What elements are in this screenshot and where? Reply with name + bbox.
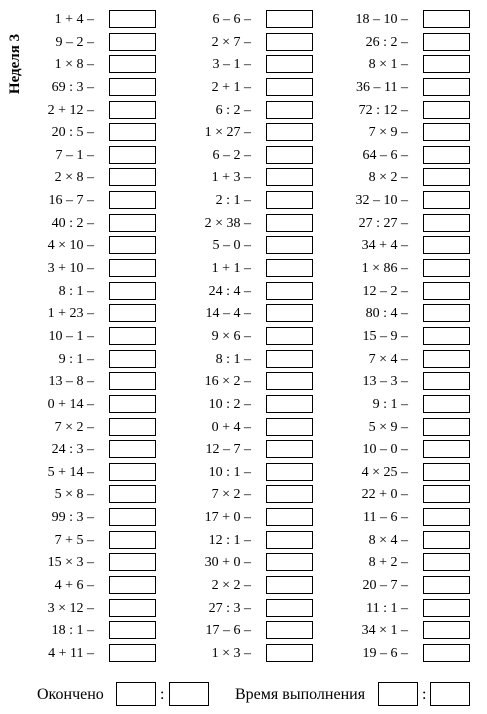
problem-row xyxy=(6,372,156,395)
finished-separator: : xyxy=(160,686,165,703)
answer-box[interactable] xyxy=(423,146,470,164)
problem-row xyxy=(163,485,313,508)
problem-row xyxy=(320,327,470,350)
answer-box[interactable] xyxy=(266,372,313,390)
answer-box[interactable] xyxy=(266,644,313,662)
answer-box[interactable] xyxy=(423,101,470,119)
answer-box[interactable] xyxy=(266,395,313,413)
problem-expression: 4 × 10 – xyxy=(47,238,94,254)
answer-box[interactable] xyxy=(266,55,313,73)
answer-box[interactable] xyxy=(423,418,470,436)
answer-box[interactable] xyxy=(423,372,470,390)
problem-row xyxy=(320,440,470,463)
answer-box[interactable] xyxy=(266,463,313,481)
problem-row xyxy=(163,576,313,599)
answer-box[interactable] xyxy=(423,599,470,617)
problem-expression: 64 – 6 – xyxy=(362,147,408,163)
problem-row xyxy=(6,168,156,191)
problem-expression: 0 + 14 – xyxy=(47,396,94,412)
problem-expression: 1 + 4 – xyxy=(54,12,94,27)
problem-expression: 2 × 7 – xyxy=(211,34,251,50)
answer-box[interactable] xyxy=(109,508,156,526)
problem-expression: 6 – 2 – xyxy=(212,147,251,163)
problem-row xyxy=(6,123,156,146)
problem-row xyxy=(6,101,156,124)
problem-row xyxy=(320,621,470,644)
problem-expression: 6 – 6 – xyxy=(212,12,251,27)
problem-row xyxy=(6,282,156,305)
problem-expression: 27 : 27 – xyxy=(358,215,408,231)
answer-box[interactable] xyxy=(423,78,470,96)
problem-expression: 69 : 3 – xyxy=(51,79,94,95)
answer-box[interactable] xyxy=(109,146,156,164)
answer-box[interactable] xyxy=(266,576,313,594)
answer-box[interactable] xyxy=(423,55,470,73)
answer-box[interactable] xyxy=(109,33,156,51)
problem-row xyxy=(163,327,313,350)
problem-expression: 3 + 10 – xyxy=(47,261,94,277)
answer-box[interactable] xyxy=(266,440,313,458)
problem-row xyxy=(163,33,313,56)
answer-box[interactable] xyxy=(266,327,313,345)
problem-row xyxy=(6,146,156,169)
problem-row xyxy=(163,395,313,418)
answer-box[interactable] xyxy=(423,644,470,662)
finished-hours-box[interactable] xyxy=(116,682,156,706)
problem-row xyxy=(320,191,470,214)
problem-row xyxy=(163,123,313,146)
problem-row xyxy=(6,599,156,622)
problem-expression: 72 : 12 – xyxy=(358,102,408,118)
problem-expression: 17 – 6 – xyxy=(205,623,251,639)
problem-expression: 0 + 4 – xyxy=(211,419,251,435)
problem-row xyxy=(163,214,313,237)
problem-expression: 2 + 12 – xyxy=(47,102,94,118)
problem-expression: 9 – 2 – xyxy=(55,34,94,50)
time-minutes-box[interactable] xyxy=(430,682,470,706)
problem-expression: 36 – 11 – xyxy=(356,79,408,95)
problem-expression: 2 × 2 – xyxy=(211,578,251,594)
problem-row xyxy=(163,259,313,282)
problem-row xyxy=(163,304,313,327)
problem-row xyxy=(163,508,313,531)
problem-expression: 34 + 4 – xyxy=(361,238,408,254)
answer-box[interactable] xyxy=(423,553,470,571)
problem-expression: 7 × 2 – xyxy=(54,419,94,435)
problem-expression: 8 : 1 – xyxy=(215,351,251,367)
problem-expression: 8 × 1 – xyxy=(368,57,408,73)
answer-box[interactable] xyxy=(423,531,470,549)
problem-expression: 1 + 1 – xyxy=(211,261,251,277)
answer-box[interactable] xyxy=(423,304,470,322)
problem-expression: 4 + 11 – xyxy=(48,645,94,661)
problem-expression: 8 × 4 – xyxy=(368,532,408,548)
problem-row xyxy=(6,418,156,441)
problem-row xyxy=(6,10,156,33)
problem-row xyxy=(320,168,470,191)
problem-expression: 13 – 3 – xyxy=(362,374,408,390)
answer-box[interactable] xyxy=(266,214,313,232)
problem-expression: 40 : 2 – xyxy=(51,215,94,231)
problem-row xyxy=(320,33,470,56)
problem-expression: 1 + 23 – xyxy=(47,306,94,322)
problem-expression: 2 × 38 – xyxy=(204,215,251,231)
problem-row xyxy=(6,576,156,599)
problem-expression: 13 – 8 – xyxy=(48,374,94,390)
answer-box[interactable] xyxy=(423,123,470,141)
problem-row xyxy=(320,350,470,373)
problem-expression: 8 × 2 – xyxy=(368,170,408,186)
answer-box[interactable] xyxy=(109,304,156,322)
answer-box[interactable] xyxy=(423,236,470,254)
answer-box[interactable] xyxy=(109,191,156,209)
problem-column-3 xyxy=(320,10,470,667)
answer-box[interactable] xyxy=(266,531,313,549)
problem-expression: 1 × 3 – xyxy=(211,645,251,661)
answer-box[interactable] xyxy=(109,418,156,436)
problem-expression: 4 × 25 – xyxy=(361,464,408,480)
problem-expression: 30 + 0 – xyxy=(204,555,251,571)
problem-row xyxy=(163,236,313,259)
problem-row xyxy=(320,553,470,576)
problem-row xyxy=(320,418,470,441)
problem-expression: 24 : 4 – xyxy=(208,283,251,299)
problem-expression: 5 × 9 – xyxy=(368,419,408,435)
problem-row xyxy=(6,33,156,56)
problem-expression: 18 – 10 – xyxy=(355,12,408,27)
problem-row xyxy=(6,350,156,373)
problem-row xyxy=(6,236,156,259)
answer-box[interactable] xyxy=(109,531,156,549)
problem-expression: 10 : 2 – xyxy=(208,396,251,412)
answer-box[interactable] xyxy=(109,327,156,345)
problem-row xyxy=(320,214,470,237)
answer-box[interactable] xyxy=(109,644,156,662)
problem-expression: 24 : 3 – xyxy=(51,442,94,458)
answer-box[interactable] xyxy=(423,327,470,345)
answer-box[interactable] xyxy=(423,395,470,413)
problem-expression: 8 + 2 – xyxy=(368,555,408,571)
answer-box[interactable] xyxy=(423,508,470,526)
problem-expression: 20 : 5 – xyxy=(51,125,94,141)
answer-box[interactable] xyxy=(266,418,313,436)
problem-expression: 7 – 1 – xyxy=(55,147,94,163)
answer-box[interactable] xyxy=(266,621,313,639)
problem-expression: 20 – 7 – xyxy=(362,578,408,594)
problem-expression: 3 – 1 – xyxy=(212,57,251,73)
problem-row xyxy=(163,78,313,101)
answer-box[interactable] xyxy=(423,350,470,368)
problem-row xyxy=(6,395,156,418)
problem-expression: 1 + 3 – xyxy=(211,170,251,186)
problem-row xyxy=(6,259,156,282)
problem-expression: 99 : 3 – xyxy=(51,510,94,526)
answer-box[interactable] xyxy=(266,10,313,28)
problem-expression: 12 – 2 – xyxy=(362,283,408,299)
problem-expression: 9 : 1 – xyxy=(58,351,94,367)
problem-row xyxy=(163,599,313,622)
problem-row xyxy=(320,463,470,486)
problem-row xyxy=(163,101,313,124)
problem-row xyxy=(320,10,470,33)
answer-box[interactable] xyxy=(266,553,313,571)
problem-expression: 1 × 27 – xyxy=(204,125,251,141)
problem-row xyxy=(163,191,313,214)
problem-row xyxy=(163,10,313,33)
problem-row xyxy=(320,123,470,146)
problem-row xyxy=(6,553,156,576)
problem-expression: 22 + 0 – xyxy=(361,487,408,503)
problem-expression: 34 × 1 – xyxy=(361,623,408,639)
problem-expression: 80 : 4 – xyxy=(365,306,408,322)
problem-expression: 15 × 3 – xyxy=(47,555,94,571)
answer-box[interactable] xyxy=(266,236,313,254)
problem-expression: 15 – 9 – xyxy=(362,328,408,344)
problem-row xyxy=(320,146,470,169)
problem-expression: 11 – 6 – xyxy=(363,510,408,526)
problem-expression: 7 × 9 – xyxy=(368,125,408,141)
problem-row xyxy=(6,327,156,350)
problem-row xyxy=(320,259,470,282)
answer-box[interactable] xyxy=(109,350,156,368)
problem-row xyxy=(163,55,313,78)
problem-row xyxy=(320,282,470,305)
problem-expression: 10 – 0 – xyxy=(362,442,408,458)
problem-expression: 27 : 3 – xyxy=(208,600,251,616)
answer-box[interactable] xyxy=(266,485,313,503)
problem-expression: 10 – 1 – xyxy=(48,328,94,344)
problem-expression: 7 + 5 – xyxy=(54,532,94,548)
problem-row xyxy=(320,55,470,78)
answer-box[interactable] xyxy=(423,259,470,277)
answer-box[interactable] xyxy=(109,236,156,254)
answer-box[interactable] xyxy=(109,485,156,503)
problem-expression: 7 × 4 – xyxy=(368,351,408,367)
problem-row xyxy=(163,146,313,169)
problem-row xyxy=(6,214,156,237)
answer-box[interactable] xyxy=(109,259,156,277)
answer-box[interactable] xyxy=(109,621,156,639)
problem-expression: 9 : 1 – xyxy=(372,396,408,412)
problem-row xyxy=(6,440,156,463)
problem-expression: 32 – 10 – xyxy=(355,193,408,209)
problem-row xyxy=(320,531,470,554)
problem-row xyxy=(6,531,156,554)
problem-row xyxy=(163,644,313,667)
problem-row xyxy=(6,508,156,531)
problem-row xyxy=(320,508,470,531)
answer-box[interactable] xyxy=(423,485,470,503)
problem-row xyxy=(320,395,470,418)
problem-row xyxy=(6,485,156,508)
answer-box[interactable] xyxy=(423,33,470,51)
problem-expression: 6 : 2 – xyxy=(215,102,251,118)
problem-expression: 1 × 8 – xyxy=(54,57,94,73)
problem-expression: 7 × 2 – xyxy=(211,487,251,503)
problem-row xyxy=(6,55,156,78)
problem-expression: 16 × 2 – xyxy=(204,374,251,390)
problem-row xyxy=(320,236,470,259)
answer-box[interactable] xyxy=(266,101,313,119)
problem-expression: 5 + 14 – xyxy=(47,464,94,480)
problem-row xyxy=(163,168,313,191)
problem-row xyxy=(163,372,313,395)
answer-box[interactable] xyxy=(266,33,313,51)
answer-box[interactable] xyxy=(109,372,156,390)
answer-box[interactable] xyxy=(109,440,156,458)
footer xyxy=(0,682,487,708)
problem-row xyxy=(6,644,156,667)
problem-row xyxy=(320,304,470,327)
problem-expression: 8 : 1 – xyxy=(58,283,94,299)
problem-expression: 16 – 7 – xyxy=(48,193,94,209)
answer-box[interactable] xyxy=(109,101,156,119)
answer-box[interactable] xyxy=(109,576,156,594)
problem-expression: 5 – 0 – xyxy=(212,238,251,254)
answer-box[interactable] xyxy=(423,440,470,458)
problem-expression: 18 : 1 – xyxy=(51,623,94,639)
problem-row xyxy=(320,576,470,599)
week-title: Неделя 3 xyxy=(7,33,23,95)
answer-box[interactable] xyxy=(266,304,313,322)
answer-box[interactable] xyxy=(423,214,470,232)
answer-box[interactable] xyxy=(109,214,156,232)
problem-row xyxy=(6,621,156,644)
problem-row xyxy=(163,282,313,305)
answer-box[interactable] xyxy=(109,123,156,141)
problem-expression: 17 + 0 – xyxy=(204,510,251,526)
problem-row xyxy=(163,350,313,373)
problem-expression: 3 × 12 – xyxy=(47,600,94,616)
problem-expression: 12 : 1 – xyxy=(208,532,251,548)
problem-expression: 2 × 8 – xyxy=(54,170,94,186)
problem-row xyxy=(320,485,470,508)
answer-box[interactable] xyxy=(109,282,156,300)
finished-minutes-box[interactable] xyxy=(169,682,209,706)
problem-expression: 26 : 2 – xyxy=(365,34,408,50)
problem-expression: 2 + 1 – xyxy=(211,79,251,95)
answer-box[interactable] xyxy=(266,282,313,300)
problem-column-1 xyxy=(6,10,156,667)
time-label: Время выполнения xyxy=(235,686,366,703)
problem-row xyxy=(163,463,313,486)
answer-box[interactable] xyxy=(266,146,313,164)
answer-box[interactable] xyxy=(266,508,313,526)
problem-expression: 4 + 6 – xyxy=(54,578,94,594)
problem-row xyxy=(320,599,470,622)
answer-box[interactable] xyxy=(109,10,156,28)
problem-row xyxy=(320,372,470,395)
answer-box[interactable] xyxy=(423,10,470,28)
problem-row xyxy=(6,463,156,486)
problem-expression: 11 : 1 – xyxy=(366,600,408,616)
problem-row xyxy=(163,440,313,463)
finished-label: Окончено xyxy=(37,686,104,703)
problem-expression: 12 – 7 – xyxy=(205,442,251,458)
problem-column-2 xyxy=(163,10,313,667)
problem-row xyxy=(163,418,313,441)
answer-box[interactable] xyxy=(266,191,313,209)
answer-box[interactable] xyxy=(266,599,313,617)
time-hours-box[interactable] xyxy=(378,682,418,706)
answer-box[interactable] xyxy=(109,553,156,571)
problem-row xyxy=(163,621,313,644)
answer-box[interactable] xyxy=(423,282,470,300)
answer-box[interactable] xyxy=(109,78,156,96)
answer-box[interactable] xyxy=(266,350,313,368)
problem-expression: 10 : 1 – xyxy=(208,464,251,480)
answer-box[interactable] xyxy=(266,259,313,277)
answer-box[interactable] xyxy=(423,576,470,594)
answer-box[interactable] xyxy=(109,599,156,617)
answer-box[interactable] xyxy=(109,55,156,73)
problem-row xyxy=(163,553,313,576)
answer-box[interactable] xyxy=(109,395,156,413)
problem-expression: 14 – 4 – xyxy=(205,306,251,322)
answer-box[interactable] xyxy=(109,463,156,481)
problem-expression: 9 × 6 – xyxy=(211,328,251,344)
problem-expression: 19 – 6 – xyxy=(362,645,408,661)
problem-row xyxy=(320,644,470,667)
problem-row xyxy=(6,191,156,214)
problem-row xyxy=(320,101,470,124)
answer-box[interactable] xyxy=(423,191,470,209)
problem-expression: 2 : 1 – xyxy=(215,193,251,209)
problem-expression: 1 × 86 – xyxy=(361,261,408,277)
problem-row xyxy=(163,531,313,554)
answer-box[interactable] xyxy=(266,123,313,141)
problem-expression: 5 × 8 – xyxy=(54,487,94,503)
problem-row xyxy=(6,304,156,327)
time-separator: : xyxy=(422,686,427,703)
answer-box[interactable] xyxy=(266,168,313,186)
problem-row xyxy=(6,78,156,101)
answer-box[interactable] xyxy=(423,463,470,481)
answer-box[interactable] xyxy=(423,168,470,186)
answer-box[interactable] xyxy=(423,621,470,639)
answer-box[interactable] xyxy=(266,78,313,96)
answer-box[interactable] xyxy=(109,168,156,186)
problem-row xyxy=(320,78,470,101)
